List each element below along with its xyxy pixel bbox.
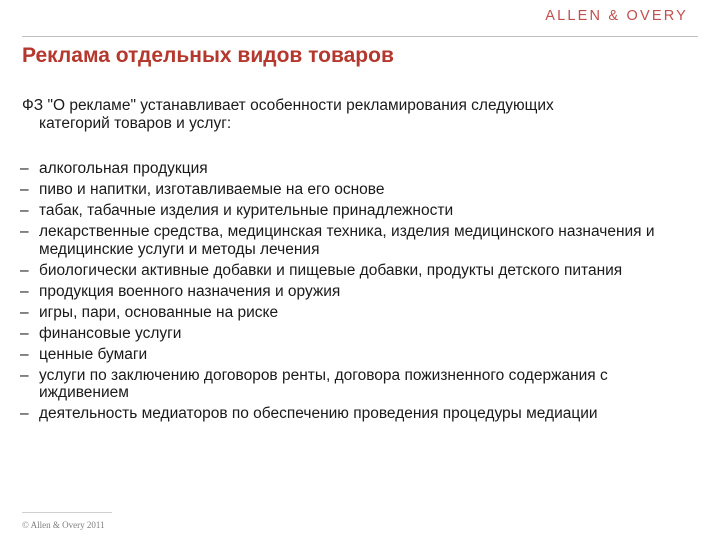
dash-bullet: – xyxy=(20,366,29,384)
list-item-text: продукция военного назначения и оружия xyxy=(39,282,341,300)
dash-bullet: – xyxy=(20,202,29,219)
dash-bullet: – xyxy=(20,181,29,198)
dash-bullet: – xyxy=(20,324,29,342)
footer-divider xyxy=(22,512,112,513)
list-item xyxy=(20,202,700,220)
list-item-text: деятельность медиаторов по обеспечению проведения процедуры медиации xyxy=(39,405,598,422)
list-item xyxy=(20,405,700,423)
list-item-text: пиво и напитки, изготавливаемые на его основе xyxy=(39,181,385,198)
list-item xyxy=(20,223,700,258)
dash-bullet: – xyxy=(20,345,29,363)
product-category-list xyxy=(20,160,700,426)
list-item xyxy=(20,262,700,280)
list-item xyxy=(20,304,700,322)
list-item-text: алкогольная продукция xyxy=(39,160,208,177)
intro-line-2: категорий товаров и услуг: xyxy=(39,115,232,132)
list-item xyxy=(20,283,700,301)
list-item-text: ценные бумаги xyxy=(39,345,148,363)
intro-paragraph xyxy=(22,97,682,133)
dash-bullet: – xyxy=(20,303,29,321)
dash-bullet: – xyxy=(20,223,29,240)
list-item-text: биологически активные добавки и пищевые добавки, продукты детского питания xyxy=(39,261,623,279)
dash-bullet: – xyxy=(20,405,29,422)
slide-title: Реклама отдельных видов товаров xyxy=(22,44,394,67)
list-item xyxy=(20,346,700,364)
list-item-text: финансовые услуги xyxy=(39,324,182,342)
list-item-text: лекарственные средства, медицинская техника, изделия медицинского назначения и медицинские услуги и методы лечения xyxy=(39,223,655,258)
header-divider xyxy=(22,36,698,37)
list-item-text: игры, пари, основанные на риске xyxy=(39,303,279,321)
company-logo: ALLEN & OVERY xyxy=(545,8,688,24)
footer-copyright: © Allen & Overy 2011 xyxy=(22,520,105,530)
dash-bullet: – xyxy=(20,282,29,300)
list-item xyxy=(20,325,700,343)
dash-bullet: – xyxy=(20,160,29,177)
list-item xyxy=(20,160,700,178)
list-item xyxy=(20,181,700,199)
list-item-text: табак, табачные изделия и курительные принадлежности xyxy=(39,202,454,219)
intro-line-1: ФЗ "О рекламе" устанавливает особенности рекламирования следующих xyxy=(22,97,554,114)
list-item-text: услуги по заключению договоров ренты, договора пожизненного содержания с иждивением xyxy=(39,366,608,401)
list-item xyxy=(20,367,700,402)
dash-bullet: – xyxy=(20,261,29,279)
